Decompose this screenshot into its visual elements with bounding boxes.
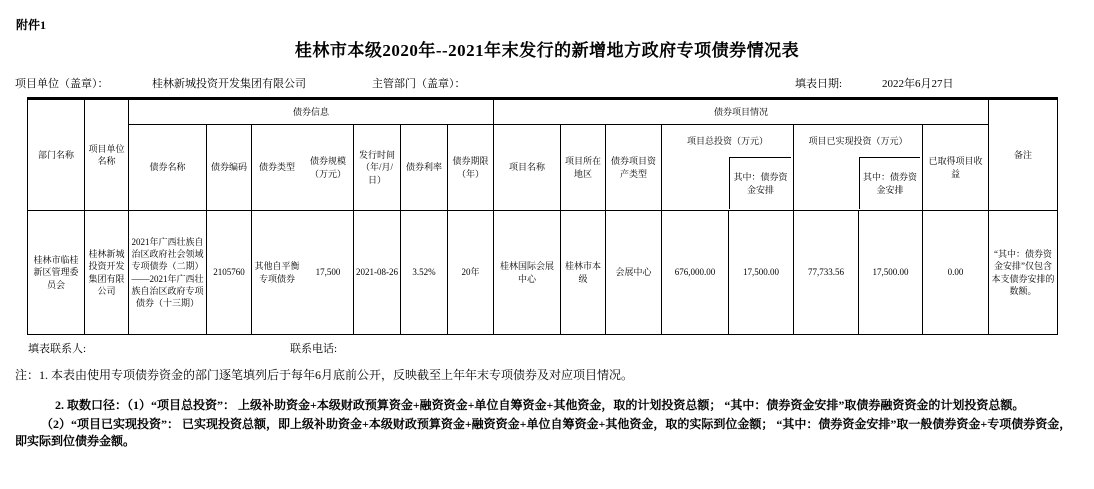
cell-total-invest: 676,000.00 bbox=[662, 211, 729, 335]
header-realized-invest: 项目已实现投资（万元） bbox=[808, 136, 908, 147]
header-rate: 债券利率 bbox=[401, 125, 448, 211]
cell-issue-date: 2021-08-26 bbox=[354, 211, 401, 335]
cell-region: 桂林市本级 bbox=[561, 211, 606, 335]
project-unit-value: 桂林新城投资开发集团有限公司 bbox=[152, 78, 306, 90]
cell-unit-name: 桂林新城投资开发集团有限公司 bbox=[85, 211, 129, 335]
contact-person-label: 填表联系人: bbox=[28, 343, 87, 355]
cell-project-name: 桂林国际会展中心 bbox=[494, 211, 561, 335]
header-bond-name: 债券名称 bbox=[129, 125, 207, 211]
cell-remark: “其中：债券资金安排”仅包含本支债券安排的数额。 bbox=[989, 211, 1058, 335]
header-income: 已取得项目收益 bbox=[923, 125, 989, 211]
header-term: 债券期限（年） bbox=[448, 125, 494, 211]
cell-realized-invest: 77,733.56 bbox=[794, 211, 859, 335]
header-total-invest: 项目总投资（万元） bbox=[686, 136, 768, 147]
header-realized-invest-group bbox=[794, 125, 923, 211]
header-issue-date: 发行时间（年/月/日） bbox=[354, 125, 401, 211]
page-title: 桂林市本级2020年--2021年末发行的新增地方政府专项债券情况表 bbox=[294, 41, 800, 60]
header-bond-type: 债券类型 bbox=[252, 125, 303, 211]
header-project-group: 债券项目情况 bbox=[494, 99, 989, 125]
cell-bond-scale: 17,500 bbox=[303, 211, 354, 335]
header-asset-type: 债券项目资产类型 bbox=[606, 125, 662, 211]
project-unit-label: 项目单位（盖章）： bbox=[15, 78, 109, 90]
cell-dept-name: 桂林市临桂新区管理委员会 bbox=[28, 211, 85, 335]
table-row bbox=[28, 211, 1058, 335]
header-total-invest-group bbox=[662, 125, 794, 211]
header-total-invest-sub: 其中：债券资金安排 bbox=[730, 157, 791, 209]
cell-term: 20年 bbox=[448, 211, 494, 335]
note-1: 注：1. 本表由使用专项债券资金的部门逐笔填列后于每年6月底前公开，反映截至上年年末专项债券及对应项目情况。 bbox=[15, 368, 634, 382]
contact-phone-label: 联系电话: bbox=[290, 343, 338, 355]
notes-section bbox=[15, 366, 1083, 450]
cell-bond-type: 其他自平衡专项债券 bbox=[252, 211, 303, 335]
header-dept-name: 部门名称 bbox=[28, 99, 85, 211]
header-unit-name: 项目单位名称 bbox=[85, 99, 129, 211]
note-3: （2）“项目已实现投资”： 已实现投资总额，即上级补助资金+本级财政预算资金+融资资金+单位自筹资金+其他资金，取的实际到位金额； “其中：债券资金安排”取一般债券资金+专项债券资金，即实际到位债券金额。 bbox=[15, 417, 1072, 448]
header-realized-invest-empty bbox=[796, 157, 860, 209]
header-remark: 备注 bbox=[989, 99, 1058, 211]
header-total-invest-empty bbox=[664, 157, 730, 209]
bond-table bbox=[27, 97, 1058, 335]
fill-date-value: 2022年6月27日 bbox=[882, 78, 954, 90]
header-bond-code: 债券编码 bbox=[207, 125, 252, 211]
header-region: 项目所在地区 bbox=[561, 125, 606, 211]
note-2: 2. 取数口径：（1）“项目总投资”： 上级补助资金+本级财政预算资金+融资资金+单位自筹资金+其他资金，取的计划投资总额； “其中：债券资金安排”取债券融资资金的计划投资总额。 bbox=[55, 398, 1025, 412]
cell-bond-code: 2105760 bbox=[207, 211, 252, 335]
cell-total-invest-sub: 17,500.00 bbox=[729, 211, 794, 335]
header-realized-invest-sub: 其中：债券资金安排 bbox=[860, 157, 920, 209]
cell-bond-name: 2021年广西壮族自治区政府社会领域专项债券（二期）——2021年广西壮族自治区政府专项债券（十三期） bbox=[129, 211, 207, 335]
header-project-name: 项目名称 bbox=[494, 125, 561, 211]
cell-realized-invest-sub: 17,500.00 bbox=[859, 211, 923, 335]
cell-income: 0.00 bbox=[923, 211, 989, 335]
supervisor-dept-label: 主管部门（盖章）： bbox=[372, 78, 466, 90]
header-bond-scale: 债券规模（万元） bbox=[303, 125, 354, 211]
cell-asset-type: 会展中心 bbox=[606, 211, 662, 335]
header-bond-info-group: 债券信息 bbox=[129, 99, 494, 125]
info-row bbox=[0, 75, 1094, 89]
cell-rate: 3.52% bbox=[401, 211, 448, 335]
fill-date-label: 填表日期: bbox=[795, 78, 843, 90]
attachment-label: 附件1 bbox=[16, 18, 47, 32]
